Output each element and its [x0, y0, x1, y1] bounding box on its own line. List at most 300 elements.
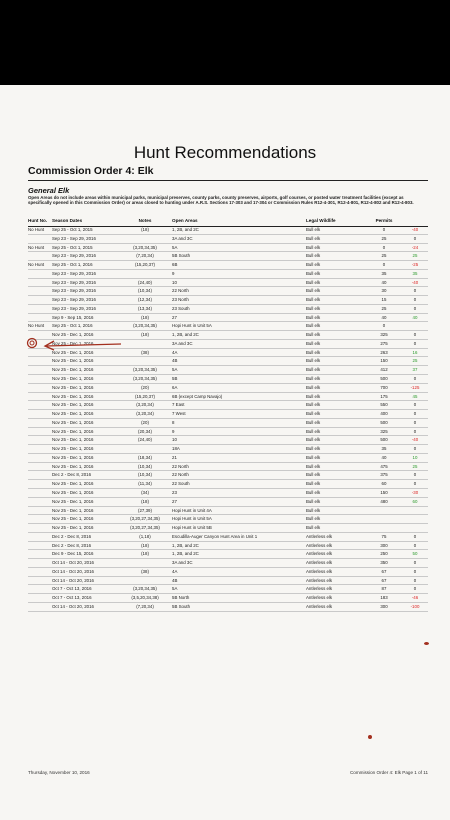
table-row: [28, 279, 428, 288]
cell-open-areas: 5B: [172, 376, 178, 382]
cell-legal-wildlife: Bull elk: [306, 507, 321, 513]
cell-legal-wildlife: Bull elk: [306, 340, 321, 346]
table-row: [28, 314, 428, 323]
cell-permits: 150: [380, 489, 388, 495]
cell-open-areas: 5B South: [172, 603, 191, 609]
cell-hunt-no: No Hunt: [28, 323, 45, 329]
cell-legal-wildlife: Bull elk: [306, 349, 321, 355]
ink-mark: [424, 642, 429, 645]
cell-legal-wildlife: Bull elk: [306, 244, 321, 250]
cell-legal-wildlife: Bull elk: [306, 358, 321, 364]
cell-notes: (18,34): [138, 454, 152, 460]
open-areas-note: Open Areas do not include areas within municipal parks, municipal preserves, county parks, county preserves, airports, golf courses, or posted water treatment facilities (except as specifically opened in this Commission Order) or areas closed to hunting under A.R.S. Sections 17-303 and 17-304 or Commission Rules R12-4-301, R12-4-801, R12-4-802 and R12-4-803.: [28, 195, 414, 206]
cell-season-dates: Sep 25 - Oct 1, 2016: [52, 323, 93, 329]
cell-legal-wildlife: Bull elk: [306, 297, 321, 303]
col-permits: Permits: [375, 218, 393, 223]
cell-season-dates: Sep 9 - Sep 15, 2016: [52, 314, 94, 320]
table-row: [28, 463, 428, 472]
cell-permit-change: -24: [411, 244, 419, 250]
cell-permit-change: 0: [413, 419, 417, 425]
cell-permits: 30: [381, 288, 387, 294]
cell-season-dates: Nov 25 - Dec 1, 2016: [52, 507, 94, 513]
cell-permits: 300: [380, 542, 388, 548]
cell-notes: (13,34): [138, 305, 152, 311]
cell-open-areas: Hopi Hunt in Unit 5B: [172, 525, 212, 531]
table-row: [28, 498, 428, 507]
table-row: [28, 524, 428, 533]
commission-order-title: Commission Order 4: Elk: [28, 165, 154, 177]
table-row: [28, 384, 428, 393]
hunt-table: [28, 226, 428, 612]
cell-permit-change: 35: [412, 270, 418, 276]
cell-legal-wildlife: Antlerless elk: [306, 586, 333, 592]
cell-season-dates: Nov 25 - Dec 1, 2016: [52, 463, 94, 469]
cell-season-dates: Oct 7 - Oct 13, 2016: [52, 595, 92, 601]
cell-legal-wildlife: Bull elk: [306, 262, 321, 268]
cell-season-dates: Dec 2 - Dec 8, 2016: [52, 533, 92, 539]
cell-notes: (7,20,34): [136, 603, 154, 609]
cell-permit-change: 25: [412, 463, 418, 469]
cell-permit-change: -40: [411, 227, 419, 232]
page-footer: [28, 770, 428, 775]
cell-season-dates: Nov 25 - Dec 1, 2016: [52, 454, 94, 460]
cell-season-dates: Oct 14 - Oct 20, 2016: [52, 568, 94, 574]
cell-permit-change: 0: [413, 533, 417, 539]
table-row: [28, 244, 428, 253]
cell-open-areas: 5A: [172, 367, 178, 373]
cell-permits: 175: [380, 393, 388, 399]
cell-open-areas: 5B North: [172, 595, 190, 601]
table-row: [28, 533, 428, 542]
cell-notes: (3,20,34): [136, 411, 154, 417]
table-header: [28, 218, 428, 226]
table-row: [28, 550, 428, 559]
cell-notes: (18): [141, 332, 149, 338]
cell-notes: (12,34): [138, 297, 152, 303]
cell-permits: 250: [380, 551, 388, 557]
cell-permit-change: -25: [411, 262, 419, 268]
cell-legal-wildlife: Bull elk: [306, 463, 321, 469]
cell-legal-wildlife: Bull elk: [306, 428, 321, 434]
cell-permits: 400: [380, 411, 388, 417]
cell-permits: 40: [381, 314, 387, 320]
cell-permits: 325: [380, 332, 388, 338]
cell-legal-wildlife: Antlerless elk: [306, 560, 333, 566]
cell-open-areas: 23: [172, 489, 177, 495]
cell-notes: (3,20,34,35): [133, 367, 157, 373]
cell-notes: (18): [141, 227, 149, 232]
cell-legal-wildlife: Antlerless elk: [306, 533, 333, 539]
table-row: [28, 366, 428, 375]
cell-season-dates: Nov 25 - Dec 1, 2016: [52, 358, 94, 364]
cell-season-dates: Nov 25 - Dec 1, 2016: [52, 402, 94, 408]
cell-permit-change: 25: [412, 358, 418, 364]
cell-permit-change: -125: [410, 384, 420, 390]
cell-legal-wildlife: Bull elk: [306, 384, 321, 390]
cell-legal-wildlife: Antlerless elk: [306, 595, 333, 601]
cell-permits: 500: [380, 419, 388, 425]
cell-season-dates: Nov 25 - Dec 1, 2016: [52, 332, 94, 338]
cell-open-areas: 6A: [172, 384, 178, 390]
cell-open-areas: 4B: [172, 358, 178, 364]
table-row: [28, 357, 428, 366]
cell-legal-wildlife: Bull elk: [306, 288, 321, 294]
cell-season-dates: Nov 25 - Dec 1, 2016: [52, 428, 94, 434]
cell-notes: (20): [141, 419, 149, 425]
cell-season-dates: Sep 23 - Sep 29, 2016: [52, 235, 96, 241]
col-hunt-no: Hunt No.: [28, 218, 48, 223]
cell-season-dates: Nov 25 - Dec 1, 2016: [52, 437, 94, 443]
cell-notes: (20,34): [138, 428, 152, 434]
table-row: [28, 585, 428, 594]
cell-permits: 35: [381, 446, 387, 452]
cell-permit-change: -46: [411, 595, 419, 601]
table-row: [28, 471, 428, 480]
cell-legal-wildlife: Bull elk: [306, 454, 321, 460]
cell-permit-change: 45: [412, 393, 418, 399]
cell-permits: 700: [380, 384, 388, 390]
cell-permit-change: -40: [411, 279, 419, 285]
cell-permits: 412: [380, 367, 388, 373]
cell-permit-change: 0: [413, 481, 417, 487]
cell-legal-wildlife: Bull elk: [306, 235, 321, 241]
cell-season-dates: Nov 25 - Dec 1, 2016: [52, 481, 94, 487]
cell-permits: 15: [381, 297, 387, 303]
cell-season-dates: Nov 25 - Dec 1, 2016: [52, 367, 94, 373]
hand-drawn-arrow-annotation: [26, 335, 126, 355]
table-row: [28, 322, 428, 331]
cell-hunt-no: No Hunt: [28, 262, 45, 268]
cell-open-areas: 6B: [172, 262, 178, 268]
cell-open-areas: 3A and 3C: [172, 560, 193, 566]
cell-permits: 67: [381, 577, 387, 583]
cell-legal-wildlife: Bull elk: [306, 393, 321, 399]
cell-open-areas: 5A: [172, 586, 178, 592]
cell-notes: (38): [141, 349, 149, 355]
cell-open-areas: 7 East: [172, 402, 185, 408]
cell-permits: 40: [381, 279, 387, 285]
cell-notes: (27,39): [138, 507, 152, 513]
cell-legal-wildlife: Bull elk: [306, 367, 321, 373]
cell-open-areas: 10: [172, 279, 177, 285]
cell-season-dates: Sep 23 - Sep 29, 2016: [52, 288, 96, 294]
table-row: [28, 577, 428, 586]
col-legal-wildlife: Legal Wildlife: [306, 218, 336, 223]
cell-open-areas: 21: [172, 454, 177, 460]
col-season-dates: Season Dates: [52, 218, 83, 223]
cell-notes: (18): [141, 314, 149, 320]
cell-permit-change: 10: [412, 454, 418, 460]
table-row: [28, 401, 428, 410]
cell-permits: 35: [381, 270, 387, 276]
cell-open-areas: 9: [172, 428, 175, 434]
cell-open-areas: 4B: [172, 577, 178, 583]
cell-season-dates: Sep 23 - Sep 29, 2016: [52, 253, 96, 259]
cell-open-areas: 1, 2B, and 2C: [172, 551, 199, 557]
cell-legal-wildlife: Bull elk: [306, 411, 321, 417]
cell-permits: 150: [380, 358, 388, 364]
cell-permits: 500: [380, 437, 388, 443]
cell-permit-change: 0: [413, 568, 417, 574]
cell-permit-change: 60: [412, 498, 418, 504]
section-heading: General Elk: [28, 186, 70, 195]
cell-open-areas: 5B South: [172, 253, 191, 259]
table-row: [28, 252, 428, 261]
cell-open-areas: 22 North: [172, 288, 189, 294]
cell-season-dates: Sep 23 - Sep 29, 2016: [52, 305, 96, 311]
cell-permit-change: -30: [411, 489, 419, 495]
table-row: [28, 542, 428, 551]
table-row: [28, 489, 428, 498]
cell-permit-change: 0: [413, 411, 417, 417]
cell-permit-change: 0: [413, 586, 417, 592]
table-row: [28, 375, 428, 384]
cell-notes: (24,40): [138, 279, 152, 285]
table-row: [28, 507, 428, 516]
table-row: [28, 287, 428, 296]
table-row: [28, 436, 428, 445]
cell-permits: 275: [380, 340, 388, 346]
cell-open-areas: 4A: [172, 568, 178, 574]
document-page: [0, 85, 450, 820]
cell-permit-change: 40: [412, 314, 418, 320]
cell-permit-change: -100: [410, 603, 420, 609]
cell-season-dates: Nov 25 - Dec 1, 2016: [52, 340, 94, 346]
cell-permit-change: 0: [413, 297, 417, 303]
cell-open-areas: 8: [172, 419, 175, 425]
cell-permits: 300: [380, 603, 388, 609]
cell-permit-change: 0: [413, 542, 417, 548]
cell-notes: (11,34): [138, 481, 152, 487]
cell-permit-change: 50: [412, 551, 418, 557]
cell-season-dates: Nov 25 - Dec 1, 2016: [52, 419, 94, 425]
cell-legal-wildlife: Antlerless elk: [306, 551, 333, 557]
cell-notes: (3,5,20,34,38): [131, 595, 159, 601]
table-row: [28, 235, 428, 244]
cell-permits: 0: [382, 262, 386, 268]
cell-season-dates: Oct 14 - Oct 20, 2016: [52, 577, 94, 583]
cell-permit-change: 0: [413, 376, 417, 382]
col-notes: Notes: [138, 218, 152, 223]
cell-open-areas: 6B (except Camp Navajo): [172, 393, 223, 399]
cell-season-dates: Nov 25 - Dec 1, 2016: [52, 446, 94, 452]
cell-permit-change: 0: [413, 332, 417, 338]
cell-open-areas: 1, 2B, and 2C: [172, 542, 199, 548]
cell-season-dates: Nov 25 - Dec 1, 2016: [52, 384, 94, 390]
cell-legal-wildlife: Bull elk: [306, 516, 321, 522]
cell-notes: (20): [141, 384, 149, 390]
cell-open-areas: Escudilla-Auger Canyon Hunt Area in Unit 1: [172, 533, 258, 539]
cell-season-dates: Nov 25 - Dec 1, 2016: [52, 525, 94, 531]
cell-legal-wildlife: Antlerless elk: [306, 577, 333, 583]
footer-page-info: Commission Order 4: Elk Page 1 of 11: [349, 770, 428, 775]
cell-permits: 67: [381, 568, 387, 574]
cell-permit-change: 0: [413, 446, 417, 452]
cell-legal-wildlife: Bull elk: [306, 305, 321, 311]
cell-season-dates: Nov 25 - Dec 1, 2016: [52, 489, 94, 495]
cell-open-areas: Hopi Hunt in Unit 4A: [172, 507, 212, 513]
cell-notes: (3,20,27,34,35): [130, 525, 160, 531]
table-row: [28, 270, 428, 279]
cell-season-dates: Dec 2 - Dec 8, 2016: [52, 472, 92, 478]
cell-permit-change: 0: [413, 560, 417, 566]
cell-permit-change: -40: [411, 437, 419, 443]
cell-notes: (3,20,34): [136, 402, 154, 408]
table-row: [28, 568, 428, 577]
cell-permits: 375: [380, 472, 388, 478]
cell-season-dates: Dec 2 - Dec 8, 2016: [52, 542, 92, 548]
cell-notes: (1,18): [139, 533, 151, 539]
cell-permit-change: 25: [412, 253, 418, 259]
cell-notes: (10,34): [138, 288, 152, 294]
cell-permits: 75: [381, 533, 387, 539]
cell-season-dates: Nov 25 - Dec 1, 2016: [52, 516, 94, 522]
cell-legal-wildlife: Bull elk: [306, 376, 321, 382]
cell-open-areas: 23 South: [172, 305, 190, 311]
cell-notes: (3,20,34,35): [133, 586, 157, 592]
cell-permits: 350: [380, 560, 388, 566]
cell-permits: 87: [381, 586, 387, 592]
cell-permit-change: 0: [413, 340, 417, 346]
cell-season-dates: Oct 14 - Oct 20, 2016: [52, 560, 94, 566]
page-title: Hunt Recommendations: [133, 143, 317, 162]
cell-notes: (18): [141, 542, 149, 548]
table-row: [28, 410, 428, 419]
cell-season-dates: Oct 14 - Oct 20, 2016: [52, 603, 94, 609]
table-row: [28, 428, 428, 437]
cell-open-areas: 18A: [172, 446, 180, 452]
cell-open-areas: 1, 2B, and 2C: [172, 227, 199, 232]
cell-legal-wildlife: Bull elk: [306, 323, 321, 329]
table-row: [28, 603, 428, 612]
cell-notes: (24,40): [138, 437, 152, 443]
cell-legal-wildlife: Bull elk: [306, 270, 321, 276]
cell-permits: 25: [381, 235, 387, 241]
cell-legal-wildlife: Bull elk: [306, 446, 321, 452]
cell-notes: (10,34): [138, 463, 152, 469]
cell-season-dates: Sep 25 - Oct 1, 2015: [52, 227, 93, 232]
cell-notes: (38): [141, 568, 149, 574]
cell-open-areas: 23 North: [172, 297, 189, 303]
cell-permits: 0: [382, 323, 386, 329]
cell-open-areas: 5A: [172, 244, 178, 250]
table-row: [28, 305, 428, 314]
cell-season-dates: Sep 25 - Oct 1, 2015: [52, 244, 93, 250]
cell-permits: 550: [380, 402, 388, 408]
cell-legal-wildlife: Bull elk: [306, 525, 321, 531]
cell-hunt-no: No Hunt: [28, 227, 45, 232]
cell-permits: 500: [380, 376, 388, 382]
cell-legal-wildlife: Antlerless elk: [306, 568, 333, 574]
cell-season-dates: Nov 25 - Dec 1, 2016: [52, 349, 94, 355]
cell-notes: (3,20,34,35): [133, 244, 157, 250]
table-row: [28, 296, 428, 305]
table-row: [28, 454, 428, 463]
cell-legal-wildlife: Bull elk: [306, 498, 321, 504]
cell-permits: 25: [381, 305, 387, 311]
cell-legal-wildlife: Antlerless elk: [306, 542, 333, 548]
cell-permit-change: 0: [413, 428, 417, 434]
cell-notes: (3,20,34,35): [133, 323, 157, 329]
cell-open-areas: 3A and 3C: [172, 340, 193, 346]
cell-permit-change: 0: [413, 402, 417, 408]
cell-permit-change: 0: [413, 472, 417, 478]
cell-notes: (15,20,37): [134, 262, 155, 268]
cell-permits: 0: [382, 244, 386, 250]
cell-open-areas: 22 North: [172, 472, 189, 478]
cell-open-areas: Hopi Hunt in Unit 5A: [172, 516, 212, 522]
cell-legal-wildlife: Bull elk: [306, 227, 321, 232]
cell-season-dates: Sep 23 - Sep 29, 2016: [52, 279, 96, 285]
cell-notes: (7,20,34): [136, 253, 154, 259]
cell-legal-wildlife: Bull elk: [306, 419, 321, 425]
cell-season-dates: Nov 25 - Dec 1, 2016: [52, 411, 94, 417]
cell-permits: 0: [382, 227, 386, 232]
cell-season-dates: Oct 7 - Oct 13, 2016: [52, 586, 92, 592]
table-row: [28, 594, 428, 603]
cell-permits: 40: [381, 454, 387, 460]
cell-open-areas: 9: [172, 270, 175, 276]
cell-open-areas: 4A: [172, 349, 178, 355]
cell-legal-wildlife: Bull elk: [306, 489, 321, 495]
cell-open-areas: 7 West: [172, 411, 186, 417]
table-row: [28, 480, 428, 489]
cell-legal-wildlife: Bull elk: [306, 472, 321, 478]
table-row: [28, 445, 428, 454]
table-row: [28, 515, 428, 524]
cell-open-areas: 27: [172, 314, 177, 320]
cell-permits: 480: [380, 498, 388, 504]
cell-hunt-no: No Hunt: [28, 244, 45, 250]
cell-permit-change: 16: [412, 349, 418, 355]
cell-legal-wildlife: Bull elk: [306, 481, 321, 487]
cell-legal-wildlife: Bull elk: [306, 437, 321, 443]
table-row: [28, 393, 428, 402]
cell-notes: (15,20,37): [134, 393, 155, 399]
cell-permits: 60: [381, 481, 387, 487]
ink-mark: [368, 735, 372, 739]
cell-season-dates: Sep 23 - Sep 29, 2016: [52, 297, 96, 303]
footer-date: Thursday, November 10, 2016: [28, 770, 90, 775]
cell-notes: (3,20,34,35): [133, 376, 157, 382]
col-open-areas: Open Areas: [172, 218, 198, 223]
cell-legal-wildlife: Bull elk: [306, 253, 321, 259]
cell-permits: 325: [380, 428, 388, 434]
cell-permit-change: 0: [413, 288, 417, 294]
cell-permits: 475: [380, 463, 388, 469]
cell-season-dates: Sep 23 - Sep 29, 2016: [52, 270, 96, 276]
cell-season-dates: Nov 25 - Dec 1, 2016: [52, 376, 94, 382]
cell-legal-wildlife: Antlerless elk: [306, 603, 333, 609]
cell-notes: (10,34): [138, 472, 152, 478]
cell-open-areas: Hopi Hunt in Unit 5A: [172, 323, 212, 329]
cell-notes: (18): [141, 498, 149, 504]
cell-permits: 263: [380, 349, 388, 355]
cell-open-areas: 10: [172, 437, 177, 443]
cell-permit-change: 0: [413, 577, 417, 583]
cell-legal-wildlife: Bull elk: [306, 279, 321, 285]
cell-open-areas: 22 North: [172, 463, 189, 469]
table-row: [28, 559, 428, 568]
cell-legal-wildlife: Bull elk: [306, 314, 321, 320]
cell-open-areas: 27: [172, 498, 177, 504]
cell-permit-change: 0: [413, 235, 417, 241]
cell-notes: (3,20,27,34,35): [130, 516, 160, 522]
cell-legal-wildlife: Bull elk: [306, 332, 321, 338]
table-row: [28, 226, 428, 235]
cell-open-areas: 1, 2B, and 2C: [172, 332, 199, 338]
cell-legal-wildlife: Bull elk: [306, 402, 321, 408]
